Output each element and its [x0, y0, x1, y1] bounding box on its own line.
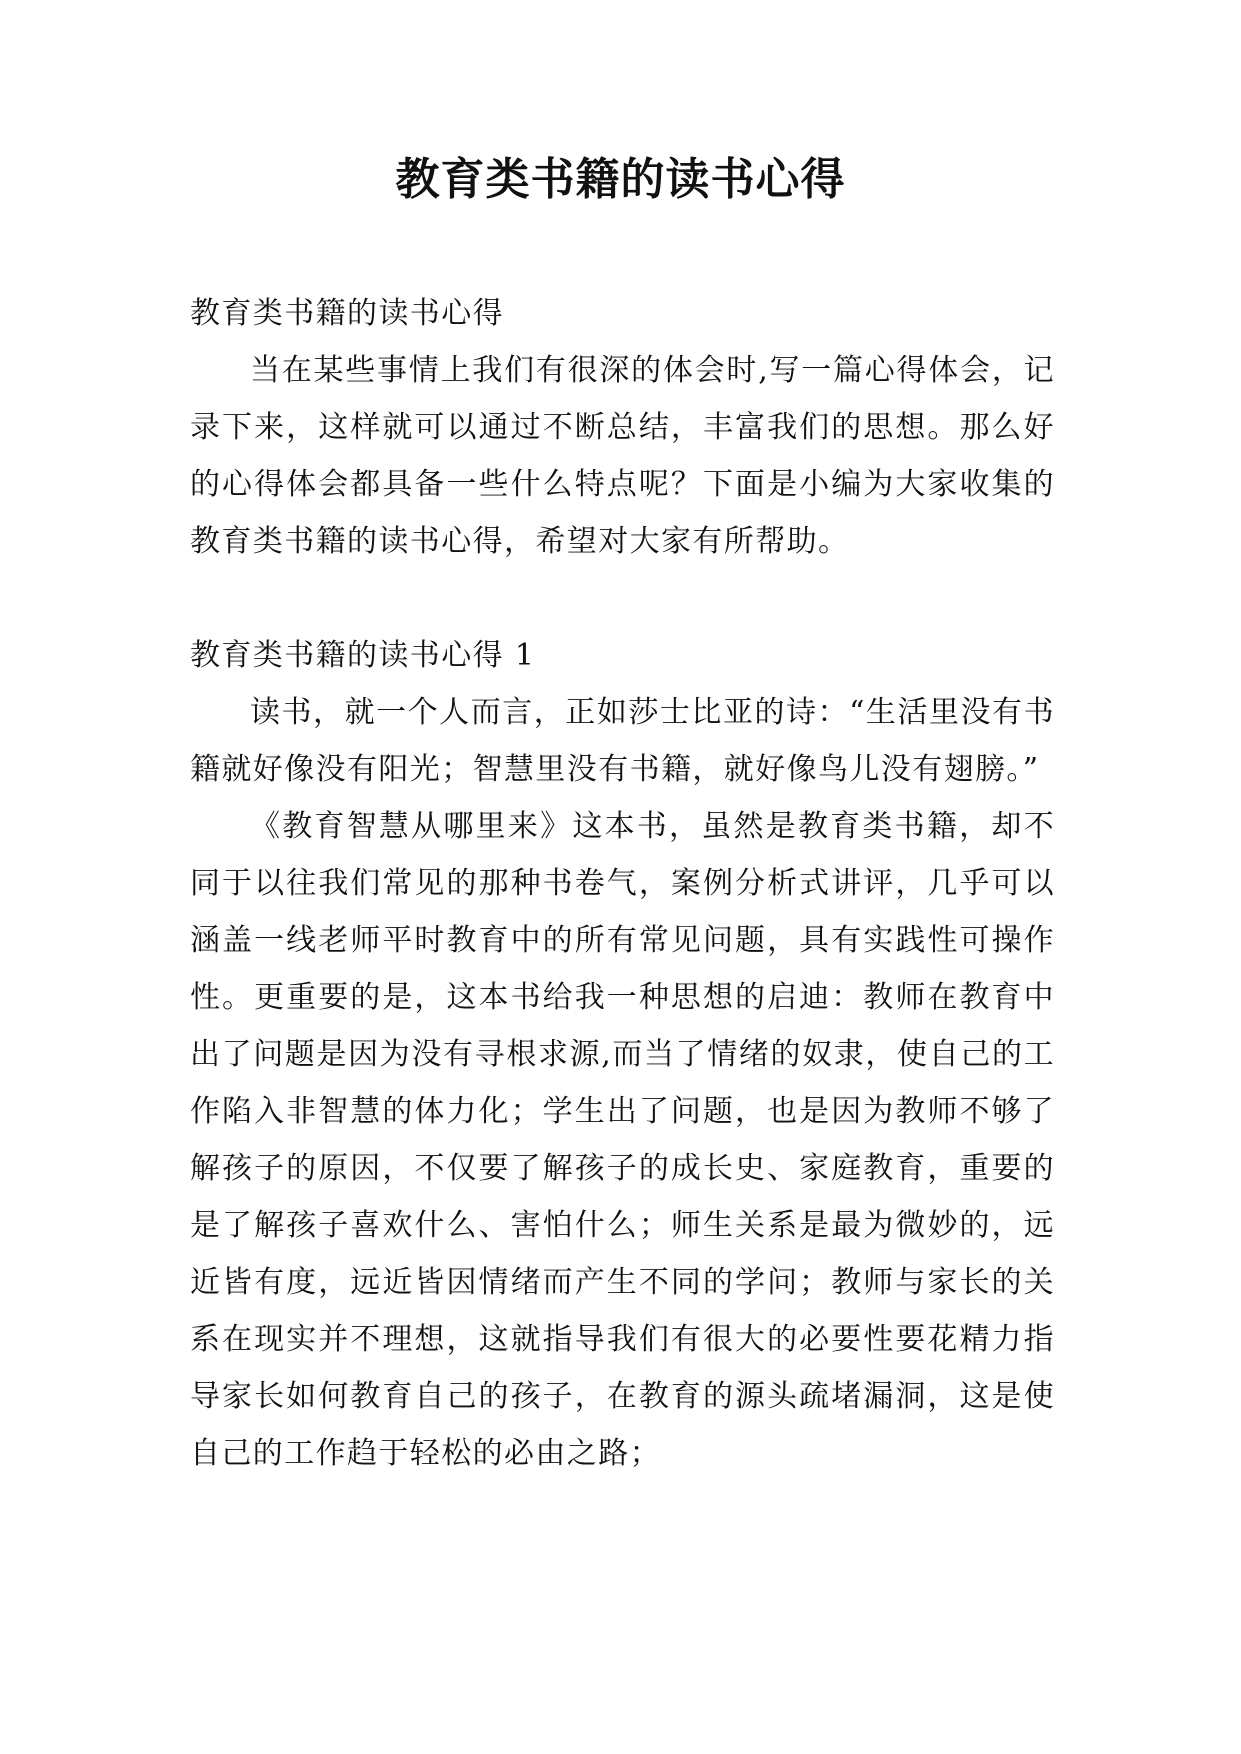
intro-heading: 教育类书籍的读书心得	[190, 296, 504, 331]
section-spacer	[190, 570, 1055, 627]
section-1-paragraph-2: 《教育智慧从哪里来》这本书，虽然是教育类书籍，却不同于以往我们常见的那种书卷气，案例分析式讲评，几乎可以涵盖一线老师平时教育中的所有常见问题，具有实践性可操作性。更重要的是，这本书给我一种思想的启迪：教师在教育中出了问题是因为没有寻根求源,而当了情绪的奴隶，使自己的工作陷入非智慧的体力化；学生出了问题，也是因为教师不够了解孩子的原因，不仅要了解孩子的成长史、家庭教育，重要的是了解孩子喜欢什么、害怕什么；师生关系是最为微妙的，远近皆有度，远近皆因情绪而产生不同的学问；教师与家长的关系在现实并不理想，这就指导我们有很大的必要性要花精力指导家长如何教育自己的孩子，在教育的源头疏堵漏洞，这是使自己的工作趋于轻松的必由之路；	[190, 809, 1055, 1471]
section-1-paragraph-1: 读书，就一个人而言，正如莎士比亚的诗：“生活里没有书籍就好像没有阳光；智慧里没有书籍，就好像鸟儿没有翅膀。”	[190, 695, 1055, 787]
intro-paragraph: 当在某些事情上我们有很深的体会时,写一篇心得体会，记录下来，这样就可以通过不断总结，丰富我们的思想。那么好的心得体会都具备一些什么特点呢？下面是小编为大家收集的教育类书籍的读书心得，希望对大家有所帮助。	[190, 353, 1055, 559]
section-heading-1: 教育类书籍的读书心得 1	[190, 638, 536, 673]
document-body	[190, 285, 1055, 1482]
document-title: 教育类书籍的读书心得	[395, 154, 846, 205]
